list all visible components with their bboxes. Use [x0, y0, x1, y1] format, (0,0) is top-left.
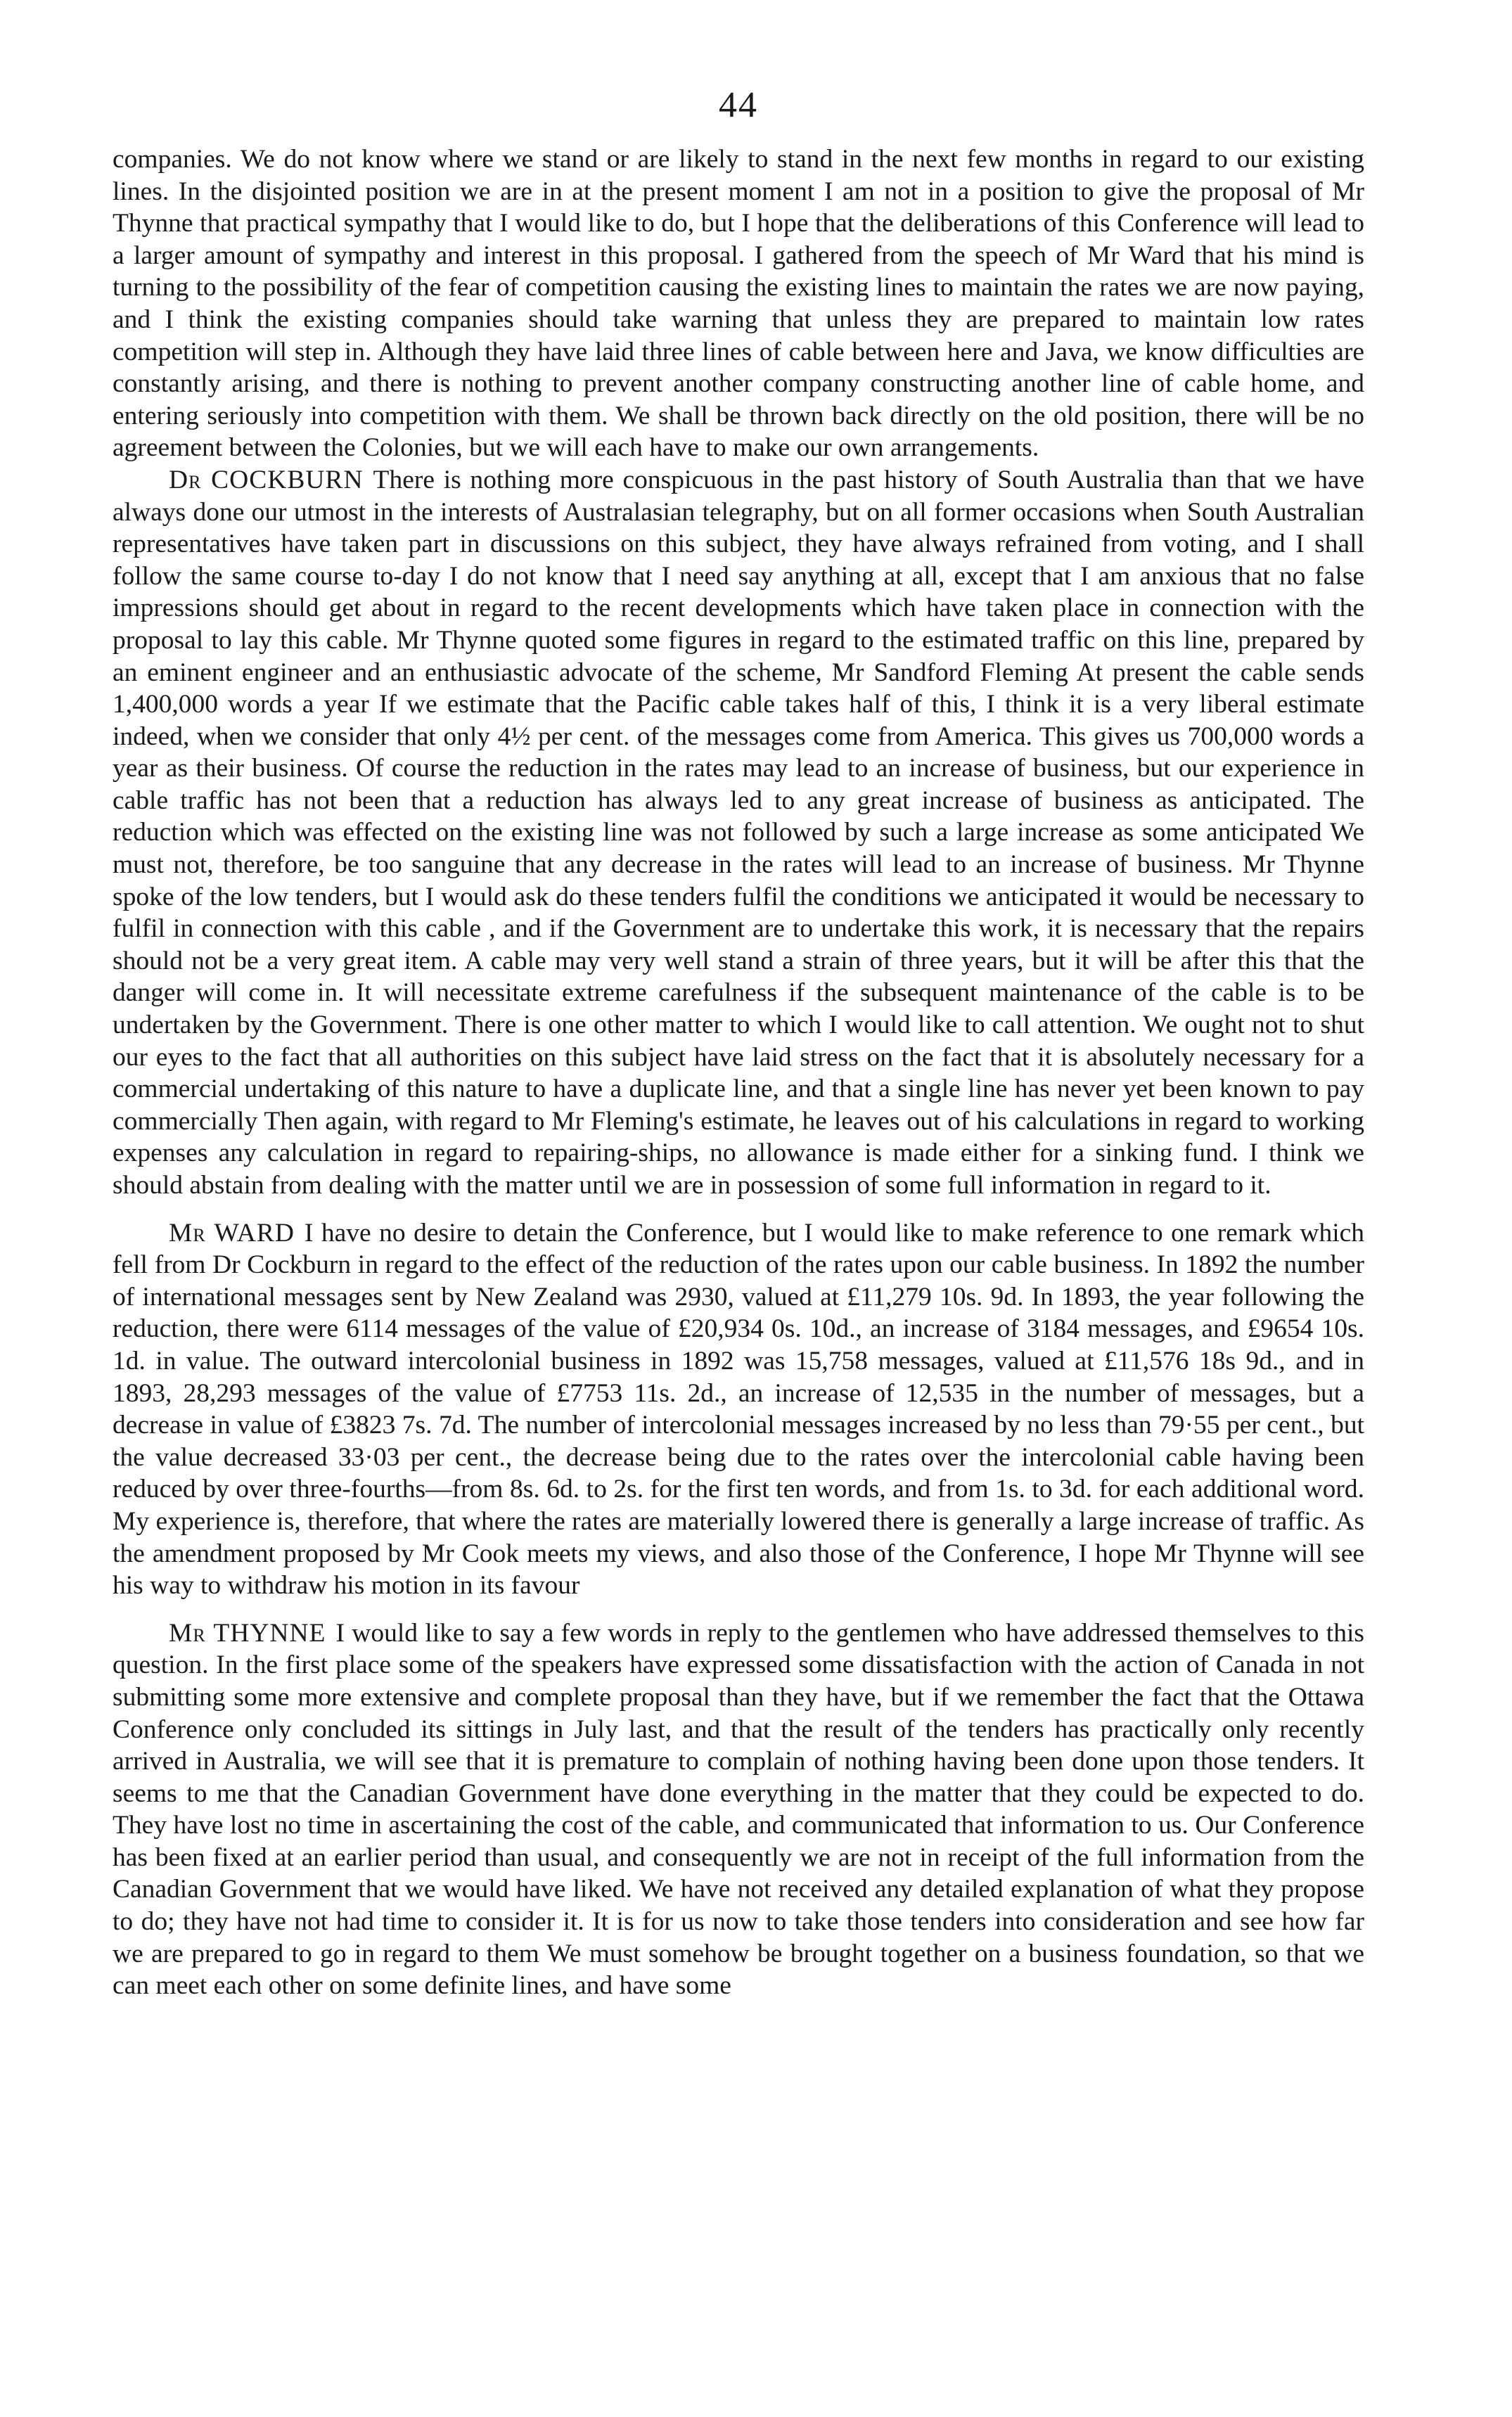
speaker-name: Mr WARD: [169, 1218, 295, 1248]
paragraph-ward: [113, 1217, 1364, 1602]
paragraph-cockburn: [113, 464, 1364, 1202]
paragraph-thynne: [113, 1617, 1364, 2002]
paragraph-text: I have no desire to detain the Conference, but I would like to make reference to one remark which fell from Dr Cockburn in regard to the effect of the reduction of the rates upon our cable business. In 1892 the number of international messages sent by New Zealand was 2930, valued at £11,279 10s. 9d. In 1893, the year following the reduction, there were 6114 messages of the value of £20,934 0s. 10d., an increase of 3184 messages, and £9654 10s. 1d. in value. The outward intercolonial business in 1892 was 15,758 messages, valued at £11,576 18s 9d., and in 1893, 28,293 messages of the value of £7753 11s. 2d., an increase of 12,535 in the number of messages, but a decrease in value of £3823 7s. 7d. The number of intercolonial messages increased by no less than 79·55 per cent., but the value decreased 33·03 per cent., the decrease being due to the rates over the intercolonial cable having been reduced by over three-fourths—from 8s. 6d. to 2s. for the first ten words, and from 1s. to 3d. for each additional word. My experience is, therefore, that where the rates are materially lowered there is generally a large increase of traffic. As the amendment proposed by Mr Cook meets my views, and also those of the Conference, I hope Mr Thynne will see his way to withdraw his motion in its favour: [113, 1218, 1365, 1601]
paragraph-continuation: [113, 143, 1364, 464]
document-page: [113, 84, 1364, 2002]
speaker-name: Dr COCKBURN: [169, 465, 364, 494]
paragraph-text: companies. We do not know where we stand or are likely to stand in the next few months in regard to our existing lines. In the disjointed position we are in at the present moment I am not in a position to give the proposal of Mr Thynne that practical sympathy that I would like to do, but I hope that the deliberations of this Conference will lead to a larger amount of sympathy and interest in this proposal. I gathered from the speech of Mr Ward that his mind is turning to the possibility of the fear of competition causing the existing lines to maintain the rates we are now paying, and I think the existing companies should take warning that unless they are prepared to maintain low rates competition will step in. Although they have laid three lines of cable between here and Java, we know difficulties are constantly arising, and there is nothing to prevent another company constructing another line of cable home, and entering seriously into competition with them. We shall be thrown back directly on the old position, there will be no agreement between the Colonies, but we will each have to make our own arrangements.: [113, 145, 1364, 463]
paragraph-text: I would like to say a few words in reply to the gentlemen who have addressed themselves to this question. In the first place some of the speakers have expressed some dissatisfaction with the action of Canada in not submitting some more extensive and complete proposal than they have, but if we remember the fact that the Ottawa Conference only concluded its sittings in July last, and that the result of the tenders has practically only recently arrived in Australia, we will see that it is premature to complain of nothing having been done upon those tenders. It seems to me that the Canadian Government have done everything in the matter that they could be expected to do. They have lost no time in ascertaining the cost of the cable, and communicated that information to us. Our Conference has been fixed at an earlier period than usual, and consequently we are not in receipt of the full information from the Canadian Government that we would have liked. We have not received any detailed explanation of what they propose to do; they have not had time to consider it. It is for us now to take those tenders into consideration and see how far we are prepared to go in regard to them We must somehow be brought together on a business foundation, so that we can meet each other on some definite lines, and have some: [113, 1618, 1364, 2001]
speaker-name: Mr THYNNE: [169, 1618, 326, 1648]
page-number: 44: [719, 85, 758, 125]
paragraph-text: There is nothing more conspicuous in the past history of South Australia than that we have always done our utmost in the interests of Australasian telegraphy, but on all former occasions when South Australian representatives have taken part in discussions on this subject, they have always refrained from voting, and I shall follow the same course to-day I do not know that I need say anything at all, except that I am anxious that no false impressions should get about in regard to the recent developments which have taken place in connection with the proposal to lay this cable. Mr Thynne quoted some figures in regard to the estimated traffic on this line, prepared by an eminent engineer and an enthusiastic advocate of the scheme, Mr Sandford Fleming At present the cable sends 1,400,000 words a year If we estimate that the Pacific cable takes half of this, I think it is a very liberal estimate indeed, when we consider that only 4½ per cent. of the messages come from America. This gives us 700,000 words a year as their business. Of course the reduction in the rates may lead to an increase of business, but our experience in cable traffic has not been that a reduction has always led to any great increase of business as anticipated. The reduction which was effected on the existing line was not followed by such a large increase as some anticipated We must not, therefore, be too sanguine that any decrease in the rates will lead to an increase of business. Mr Thynne spoke of the low tenders, but I would ask do these tenders fulfil the conditions we anticipated it would be necessary to fulfil in connection with this cable , and if the Government are to undertake this work, it is necessary that the repairs should not be a very great item. A cable may very well stand a strain of three years, but it will be after this that the danger will come in. It will necessitate extreme carefulness if the subsequent maintenance of the cable is to be undertaken by the Government. There is one other matter to which I would like to call attention. We ought not to shut our eyes to the fact that all authorities on this subject have laid stress on the fact that it is absolutely necessary for a commercial undertaking of this nature to have a duplicate line, and that a single line has never yet been known to pay commercially Then again, with regard to Mr Fleming's estimate, he leaves out of his calculations in regard to working expenses any calculation in regard to repairing-ships, no allowance is made either for a sinking fund. I think we should abstain from dealing with the matter until we are in possession of some full information in regard to it.: [113, 465, 1364, 1200]
